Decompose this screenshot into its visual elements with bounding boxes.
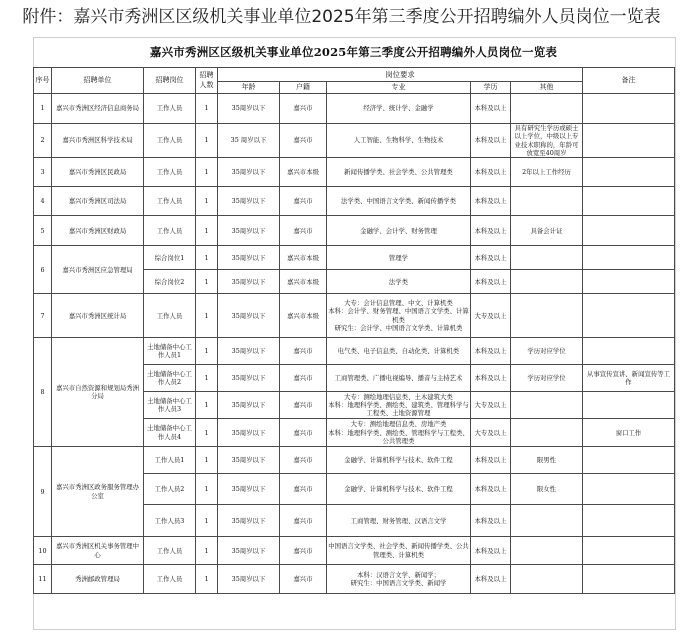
cell-other <box>511 294 583 338</box>
cell-age: 35周岁以下 <box>218 338 280 365</box>
cell-remark: 从事宣传宣讲、新闻宣传等工作 <box>583 365 675 392</box>
cell-education: 大专及以上 <box>471 392 511 419</box>
cell-remark <box>583 246 675 270</box>
cell-age: 35周岁以下 <box>218 187 280 216</box>
cell-age: 35周岁以下 <box>218 474 280 505</box>
cell-count: 1 <box>196 94 218 124</box>
header-requirements: 岗位要求 <box>218 68 583 82</box>
cell-other: 学历对应学位 <box>511 365 583 392</box>
cell-unit: 嘉兴市自然资源和规划局秀洲分局 <box>52 338 144 447</box>
document-title: 嘉兴市秀洲区区级机关事业单位2025年第三季度公开招聘编外人员岗位一览表 <box>149 45 558 59</box>
page-heading: 附件：嘉兴市秀洲区区级机关事业单位2025年第三季度公开招聘编外人员岗位一览表 <box>22 7 661 27</box>
cell-post: 工作人员3 <box>144 505 196 537</box>
cell-major: 大专：测绘地理信息类、土木建筑大类 本科：地理科学类、测绘类、建筑类、管理科学与工程类、土地资源管理 <box>328 392 469 418</box>
cell-hukou: 嘉兴市本级 <box>280 294 327 338</box>
cell-unit: 嘉兴市秀洲区机关事务管理中心 <box>52 537 144 565</box>
header-unit: 招聘单位 <box>52 68 144 94</box>
cell-count: 1 <box>196 505 218 537</box>
table-row <box>34 294 675 338</box>
cell-other: 具有研究生学历或硕士以上学位，中级以上专业技术职称的，年龄可放宽至40周岁 <box>511 124 583 158</box>
cell-other <box>511 505 583 537</box>
cell-unit: 嘉兴市秀洲区民政局 <box>52 158 144 187</box>
cell-education: 本科及以上 <box>471 246 511 270</box>
cell-education: 本科及以上 <box>471 124 511 158</box>
cell-hukou: 嘉兴市 <box>280 447 327 474</box>
cell-age: 35周岁以下 <box>218 246 280 270</box>
cell-major: 工商管理类、广播电视编导、播音与主持艺术 <box>327 365 471 392</box>
cell-education: 本科及以上 <box>471 216 511 246</box>
cell-hukou: 嘉兴市 <box>280 124 327 158</box>
cell-major: 金融学、计算机科学与技术、软件工程 <box>327 447 471 474</box>
cell-seq: 7 <box>34 294 52 338</box>
cell-hukou: 嘉兴市 <box>280 392 327 419</box>
cell-seq: 11 <box>34 565 52 594</box>
cell-post: 工作人员 <box>144 294 196 338</box>
cell-major: 本科：汉语言文学、新闻学； 研究生：中国语言文学类、新闻学 <box>327 565 471 594</box>
cell-hukou: 嘉兴市 <box>280 338 327 365</box>
cell-count: 1 <box>196 447 218 474</box>
cell-other <box>511 246 583 270</box>
cell-seq: 1 <box>34 94 52 124</box>
table-row <box>34 124 675 158</box>
cell-remark: 窗口工作 <box>583 419 675 447</box>
cell-unit: 嘉兴市秀洲区司法局 <box>52 187 144 216</box>
cell-education: 本科及以上 <box>471 338 511 365</box>
cell-other <box>511 392 583 419</box>
cell-major: 电气类、电子信息类、自动化类、计算机类 <box>327 338 471 365</box>
cell-age: 35周岁以下 <box>218 365 280 392</box>
cell-seq: 6 <box>34 246 52 294</box>
cell-age: 35周岁以下 <box>218 565 280 594</box>
cell-post: 工作人员 <box>144 187 196 216</box>
cell-seq: 8 <box>34 338 52 447</box>
cell-major: 人工智能、生物科学、生物技术 <box>327 124 471 158</box>
cell-post: 工作人员 <box>144 565 196 594</box>
header-post: 招聘岗位 <box>144 68 196 94</box>
cell-education: 本科及以上 <box>471 270 511 294</box>
cell-post: 工作人员2 <box>144 474 196 505</box>
cell-age: 35周岁以下 <box>218 158 280 187</box>
cell-post: 工作人员 <box>144 158 196 187</box>
cell-education: 本科及以上 <box>471 365 511 392</box>
cell-major: 法学类、中国语言文学类、新闻传播学类 <box>327 187 471 216</box>
cell-hukou: 嘉兴市 <box>280 505 327 537</box>
cell-major: 经济学、统计学、金融学 <box>327 94 471 124</box>
cell-hukou: 嘉兴市 <box>280 565 327 594</box>
cell-unit: 嘉兴市秀洲区财政局 <box>52 216 144 246</box>
cell-count: 1 <box>196 474 218 505</box>
cell-hukou: 嘉兴市 <box>280 94 327 124</box>
cell-remark <box>583 565 675 594</box>
cell-other <box>511 187 583 216</box>
cell-education: 本科及以上 <box>471 187 511 216</box>
cell-age: 35周岁以下 <box>218 216 280 246</box>
cell-education: 本科及以上 <box>471 158 511 187</box>
cell-other <box>511 565 583 594</box>
header-count: 招聘人数 <box>196 68 218 94</box>
header-major: 专业 <box>327 82 471 94</box>
cell-seq: 2 <box>34 124 52 158</box>
cell-remark <box>583 158 675 187</box>
cell-other <box>511 419 583 447</box>
recruitment-table <box>33 67 675 594</box>
cell-remark <box>583 124 675 158</box>
cell-unit: 嘉兴市秀洲区政务服务管理办公室 <box>52 447 144 537</box>
table-row <box>34 216 675 246</box>
table-row <box>34 565 675 594</box>
cell-hukou: 嘉兴市本级 <box>280 158 327 187</box>
cell-post: 工作人员1 <box>144 447 196 474</box>
cell-count: 1 <box>196 124 218 158</box>
cell-age: 35周岁以下 <box>218 270 280 294</box>
cell-count: 1 <box>196 338 218 365</box>
cell-remark <box>583 294 675 338</box>
cell-other: 限男性 <box>511 447 583 474</box>
cell-other <box>511 94 583 124</box>
header-remark: 备注 <box>583 68 675 94</box>
table-row <box>34 338 675 365</box>
cell-other <box>511 270 583 294</box>
cell-education: 本科及以上 <box>471 474 511 505</box>
cell-major: 中国语言文学类、社会学类、新闻传播学类、公共管理类、计算机类 <box>327 537 471 565</box>
cell-count: 1 <box>196 419 218 447</box>
table-row <box>34 246 675 270</box>
cell-hukou: 嘉兴市本级 <box>280 246 327 270</box>
cell-unit: 嘉兴市秀洲区统计局 <box>52 294 144 338</box>
cell-hukou: 嘉兴市 <box>280 187 327 216</box>
cell-age: 35周岁以下 <box>218 94 280 124</box>
cell-other: 学历对应学位 <box>511 338 583 365</box>
table-row <box>34 94 675 124</box>
cell-count: 1 <box>196 216 218 246</box>
cell-count: 1 <box>196 246 218 270</box>
cell-unit: 嘉兴市秀洲区经济信息商务局 <box>52 94 144 124</box>
cell-major: 金融学、会计学、财务管理 <box>327 216 471 246</box>
cell-count: 1 <box>196 294 218 338</box>
cell-count: 1 <box>196 537 218 565</box>
cell-count: 1 <box>196 158 218 187</box>
cell-count: 1 <box>196 392 218 419</box>
cell-remark <box>583 474 675 505</box>
cell-remark <box>583 505 675 537</box>
cell-hukou: 嘉兴市 <box>280 474 327 505</box>
cell-remark <box>583 537 675 565</box>
cell-education: 大专及以上 <box>471 294 511 338</box>
cell-count: 1 <box>196 270 218 294</box>
cell-seq: 4 <box>34 187 52 216</box>
cell-age: 35周岁以下 <box>218 294 280 338</box>
table-row <box>34 158 675 187</box>
cell-count: 1 <box>196 565 218 594</box>
cell-other: 2年以上工作经历 <box>511 158 583 187</box>
cell-remark <box>583 216 675 246</box>
cell-education: 本科及以上 <box>471 447 511 474</box>
header-other: 其他 <box>511 82 583 94</box>
header-age: 年龄 <box>218 82 280 94</box>
cell-count: 1 <box>196 365 218 392</box>
cell-major: 法学类 <box>327 270 471 294</box>
cell-hukou: 嘉兴市 <box>280 216 327 246</box>
cell-post: 土地储备中心工作人员1 <box>144 338 196 365</box>
cell-seq: 9 <box>34 447 52 537</box>
cell-major: 大专：测绘地理信息类、房地产类 本科：地理科学类、测绘类、管理科学与工程类、公共管理类 <box>328 420 469 445</box>
cell-major: 管理学 <box>327 246 471 270</box>
cell-age: 35周岁以下 <box>218 392 280 419</box>
cell-major: 金融学、计算机科学与技术、软件工程 <box>327 474 471 505</box>
cell-major: 工商管理、财务管理、汉语言文学 <box>327 505 471 537</box>
cell-major: 新闻传播学类、社会学类、公共管理类 <box>327 158 471 187</box>
cell-remark <box>583 392 675 419</box>
cell-post: 土地储备中心工作人员3 <box>144 392 196 419</box>
cell-major: 大专：会计信息管理、中文、计算机类 本科：会计学、财务管理、中国语言文学类、计算机类 研究生：会计学、中国语言文学类、计算机类 <box>327 294 471 338</box>
cell-remark <box>583 187 675 216</box>
cell-post: 工作人员 <box>144 216 196 246</box>
cell-remark <box>583 94 675 124</box>
cell-unit: 嘉兴市秀洲区科学技术局 <box>52 124 144 158</box>
cell-education: 本科及以上 <box>471 505 511 537</box>
cell-education: 本科及以上 <box>471 537 511 565</box>
cell-post: 工作人员 <box>144 94 196 124</box>
cell-hukou: 嘉兴市 <box>280 419 327 447</box>
cell-unit: 秀洲邮政管理局 <box>52 565 144 594</box>
cell-education: 本科及以上 <box>471 565 511 594</box>
cell-other <box>511 537 583 565</box>
cell-other: 具备会计证 <box>511 216 583 246</box>
table-row <box>34 537 675 565</box>
cell-age: 35周岁以下 <box>218 537 280 565</box>
cell-hukou: 嘉兴市 <box>280 537 327 565</box>
cell-education: 大专及以上 <box>471 419 511 447</box>
cell-remark <box>583 270 675 294</box>
cell-remark <box>583 447 675 474</box>
cell-other: 限女性 <box>511 474 583 505</box>
table-row <box>34 447 675 474</box>
cell-post: 综合岗位2 <box>144 270 196 294</box>
cell-hukou: 嘉兴市本级 <box>280 270 327 294</box>
cell-count: 1 <box>196 187 218 216</box>
header-hukou: 户籍 <box>280 82 327 94</box>
cell-post: 土地储备中心工作人员4 <box>144 419 196 447</box>
cell-hukou: 嘉兴市 <box>280 365 327 392</box>
cell-post: 综合岗位1 <box>144 246 196 270</box>
cell-seq: 10 <box>34 537 52 565</box>
cell-post: 工作人员 <box>144 537 196 565</box>
cell-age: 35周岁以下 <box>218 505 280 537</box>
cell-seq: 5 <box>34 216 52 246</box>
header-row-1 <box>34 68 675 82</box>
cell-seq: 3 <box>34 158 52 187</box>
cell-age: 35周岁以下 <box>218 447 280 474</box>
cell-age: 35周岁以下 <box>218 419 280 447</box>
cell-age: 35 周岁以下 <box>218 124 280 158</box>
table-row <box>34 187 675 216</box>
cell-remark <box>583 338 675 365</box>
cell-unit: 嘉兴市秀洲区应急管理局 <box>52 246 144 294</box>
header-education: 学历 <box>471 82 511 94</box>
header-seq: 序号 <box>34 68 52 94</box>
cell-post: 工作人员 <box>144 124 196 158</box>
cell-education: 本科及以上 <box>471 94 511 124</box>
cell-post: 土地储备中心工作人员2 <box>144 365 196 392</box>
